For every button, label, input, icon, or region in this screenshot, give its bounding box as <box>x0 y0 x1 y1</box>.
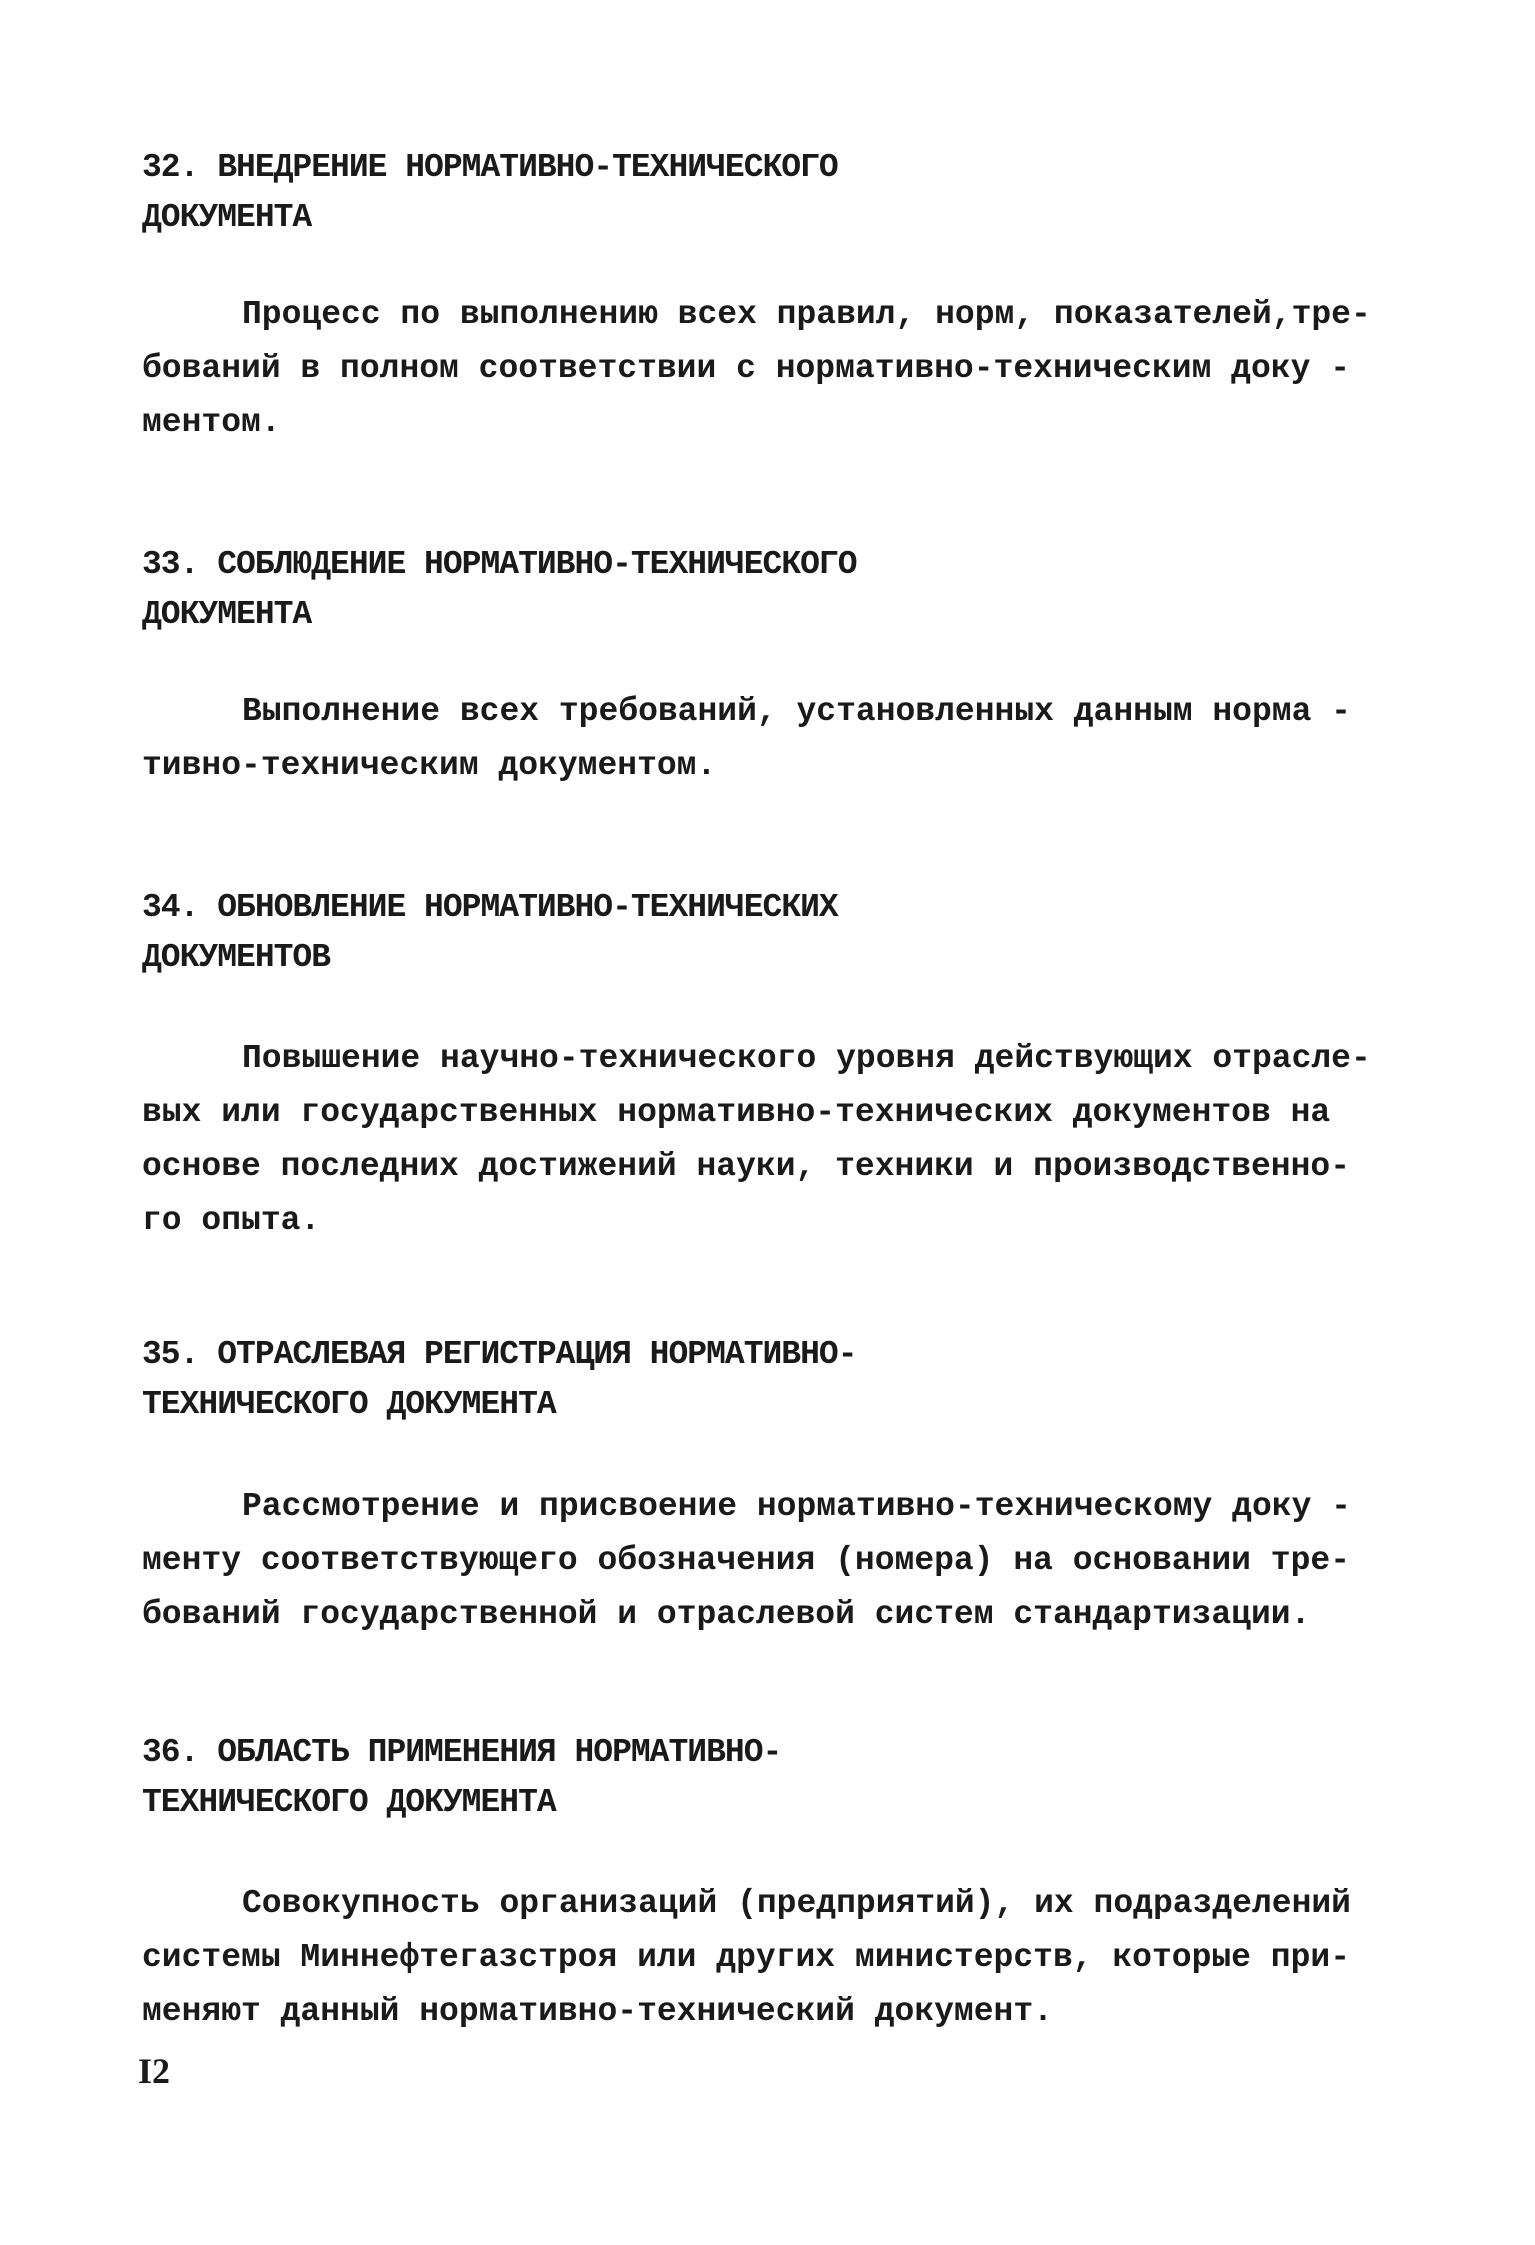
page-number: I2 <box>138 2051 171 2091</box>
section-33-heading-line-1: 33. СОБЛЮДЕНИЕ НОРМАТИВНО-ТЕХНИЧЕСКОГО <box>142 546 857 583</box>
section-32-body-line-3: ментом. <box>142 404 281 441</box>
section-36-body-line-2: системы Миннефтегазстроя или других министерств, которые при- <box>142 1939 1350 1976</box>
section-36-heading-line-1: 36. ОБЛАСТЬ ПРИМЕНЕНИЯ НОРМАТИВНО- <box>142 1734 782 1771</box>
section-33-heading-line-2: ДОКУМЕНТА <box>142 596 312 633</box>
section-35-body <box>142 1480 1402 1642</box>
section-34-heading-line-1: 34. ОБНОВЛЕНИЕ НОРМАТИВНО-ТЕХНИЧЕСКИХ <box>142 889 838 926</box>
section-34-body-line-3: основе последних достижений науки, техники и производственно- <box>142 1148 1350 1185</box>
section-35-heading <box>142 1330 1242 1430</box>
section-36-body-line-3: меняют данный нормативно-технический документ. <box>142 1993 1053 2030</box>
section-32-body <box>142 288 1402 450</box>
section-34-heading <box>142 883 1242 983</box>
section-35-body-line-3: бований государственной и отраслевой систем стандартизации. <box>142 1596 1311 1633</box>
section-35-heading-line-1: 35. ОТРАСЛЕВАЯ РЕГИСТРАЦИЯ НОРМАТИВНО- <box>142 1336 857 1373</box>
section-36-heading-line-2: ТЕХНИЧЕСКОГО ДОКУМЕНТА <box>142 1784 556 1821</box>
section-33-body <box>142 685 1402 793</box>
section-32-body-line-2: бований в полном соответствии с нормативно-техническим доку - <box>142 350 1350 387</box>
section-35-heading-line-2: ТЕХНИЧЕСКОГО ДОКУМЕНТА <box>142 1386 556 1423</box>
section-32-body-line-1: Процесс по выполнению всех правил, норм, показателей,тре- <box>242 296 1371 333</box>
section-32-heading-line-2: ДОКУМЕНТА <box>142 199 312 236</box>
section-36-body <box>142 1877 1402 2039</box>
section-35-body-line-2: менту соответствующего обозначения (номера) на основании тре- <box>142 1542 1350 1579</box>
section-35-body-line-1: Рассмотрение и присвоение нормативно-техническому доку - <box>242 1488 1351 1525</box>
section-34-body <box>142 1032 1402 1248</box>
section-34-body-line-2: вых или государственных нормативно-технических документов на <box>142 1094 1331 1131</box>
section-32-heading-line-1: 32. ВНЕДРЕНИЕ НОРМАТИВНО-ТЕХНИЧЕСКОГО <box>142 149 838 186</box>
section-33-heading <box>142 540 1242 640</box>
section-32-heading <box>142 143 1242 243</box>
section-36-body-line-1: Совокупность организаций (предприятий), их подразделений <box>242 1885 1351 1922</box>
section-33-body-line-1: Выполнение всех требований, установленных данным норма - <box>242 693 1351 730</box>
section-36-heading <box>142 1728 1242 1828</box>
section-34-body-line-4: го опыта. <box>142 1202 321 1239</box>
section-33-body-line-2: тивно-техническим документом. <box>142 747 717 784</box>
section-34-body-line-1: Повышение научно-технического уровня действующих отрасле- <box>242 1040 1371 1077</box>
section-34-heading-line-2: ДОКУМЕНТОВ <box>142 939 331 976</box>
